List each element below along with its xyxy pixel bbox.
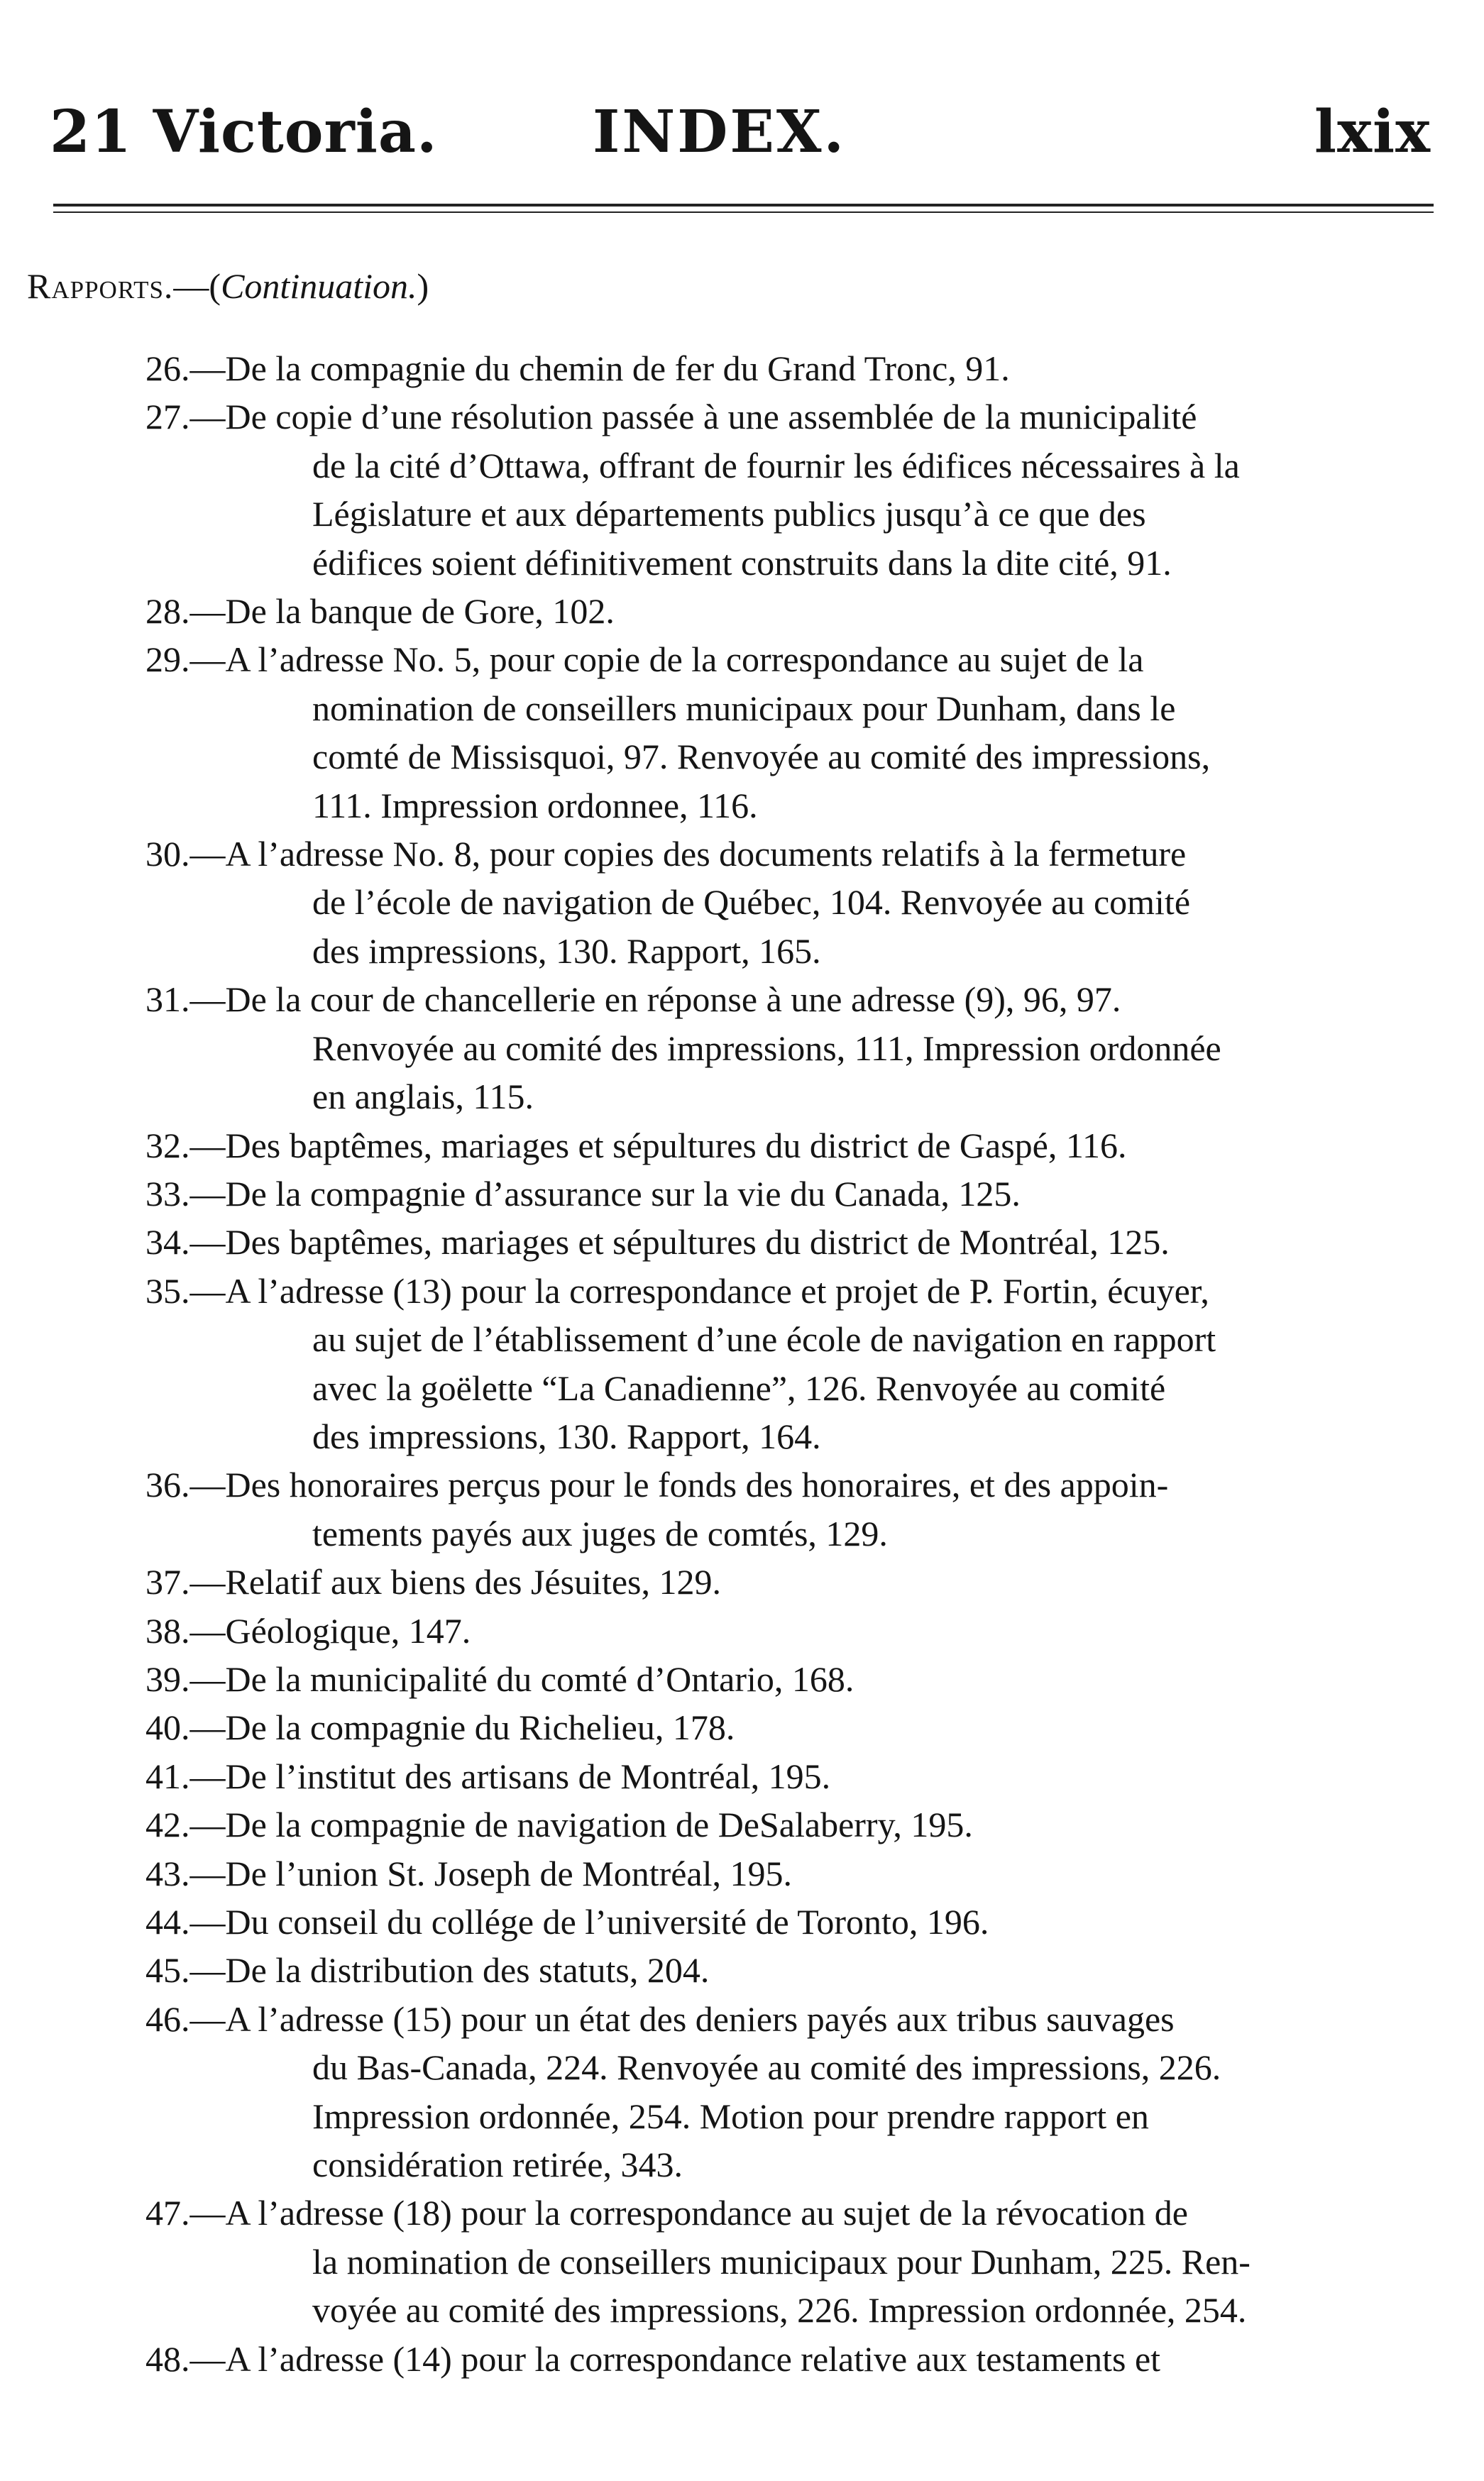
index-entry-continuation-line: considération retirée, 343.: [312, 2145, 683, 2185]
index-entry-continuation-line: de la cité d’Ottawa, offrant de fournir les édifices nécessaires à la: [312, 445, 1240, 485]
index-entry-continuation-line: au sujet de l’établissement d’une école de navigation en rapport: [312, 1319, 1216, 1360]
index-entry-first-line: 32.—Des baptêmes, mariages et sépultures du district de Gaspé, 116.: [145, 1125, 1127, 1165]
index-entry-continuation-line: Renvoyée au comité des impressions, 111, Impression ordonnée: [312, 1028, 1221, 1068]
index-entry: [145, 2189, 1441, 2334]
header-rule-thick: [53, 204, 1434, 207]
index-entry: [145, 1170, 1441, 1218]
index-entry-continuation-line: avec la goëlette “La Canadienne”, 126. Renvoyée au comité: [312, 1368, 1166, 1408]
index-entry: [145, 2335, 1441, 2383]
index-entry-first-line: 45.—De la distribution des statuts, 204.: [145, 1950, 710, 1991]
index-entry-continuation-line: nomination de conseillers municipaux pour Dunham, dans le: [312, 688, 1176, 728]
section-dash: —(: [173, 266, 221, 306]
page-header: [0, 0, 1484, 185]
index-entry: [145, 1703, 1441, 1751]
section-close: ): [417, 266, 429, 306]
index-entry-continuation-line: des impressions, 130. Rapport, 165.: [312, 930, 821, 971]
index-entry: [145, 1558, 1441, 1606]
index-entry-continuation-line: des impressions, 130. Rapport, 164.: [312, 1416, 821, 1456]
index-entry: [145, 975, 1441, 1121]
index-entry: [145, 1752, 1441, 1800]
index-entry-list: [0, 344, 1484, 2383]
index-entry-first-line: 48.—A l’adresse (14) pour la correspondance relative aux testaments et: [145, 2338, 1161, 2379]
index-entry: [145, 1800, 1441, 1849]
index-entry-first-line: 35.—A l’adresse (13) pour la correspondance et projet de P. Fortin, écuyer,: [145, 1270, 1209, 1311]
index-entry-first-line: 34.—Des baptêmes, mariages et sépultures du district de Montréal, 125.: [145, 1222, 1170, 1262]
index-entry-first-line: 38.—Géologique, 147.: [145, 1610, 471, 1651]
index-entry-first-line: 29.—A l’adresse No. 5, pour copie de la correspondance au sujet de la: [145, 639, 1144, 680]
index-entry-first-line: 41.—De l’institut des artisans de Montréal, 195.: [145, 1756, 831, 1796]
index-entry-continuation-line: comté de Missisquoi, 97. Renvoyée au comité des impressions,: [312, 737, 1211, 777]
header-title: INDEX.: [593, 98, 847, 166]
index-entry: [145, 1849, 1441, 1898]
index-entry-first-line: 44.—Du conseil du collége de l’université de Toronto, 196.: [145, 1902, 989, 1942]
header-page-number: lxix: [1314, 98, 1431, 166]
index-entry-continuation-line: du Bas-Canada, 224. Renvoyée au comité des impressions, 226.: [312, 2047, 1221, 2088]
index-entry: [145, 830, 1441, 975]
index-entry-continuation-line: en anglais, 115.: [312, 1077, 534, 1117]
index-entry-continuation-line: de l’école de navigation de Québec, 104. Renvoyée au comité: [312, 882, 1191, 923]
index-entry-first-line: 36.—Des honoraires perçus pour le fonds des honoraires, et des appoin-: [145, 1465, 1169, 1505]
index-entry: [145, 1121, 1441, 1170]
index-entry-continuation-line: tements payés aux juges de comtés, 129.: [312, 1513, 888, 1553]
index-entry: [145, 1607, 1441, 1655]
index-entry-first-line: 31.—De la cour de chancellerie en réponse à une adresse (9), 96, 97.: [145, 979, 1121, 1020]
index-entry-first-line: 40.—De la compagnie du Richelieu, 178.: [145, 1707, 735, 1748]
index-entry: [145, 1460, 1441, 1558]
section-continuation: Continuation.: [221, 266, 417, 306]
index-entry: [145, 344, 1441, 392]
index-entry-continuation-line: Impression ordonnée, 254. Motion pour prendre rapport en: [312, 2096, 1149, 2136]
index-entry-first-line: 46.—A l’adresse (15) pour un état des deniers payés aux tribus sauvages: [145, 1998, 1175, 2039]
section-title: Rapports.: [27, 266, 174, 306]
index-entry-continuation-line: voyée au comité des impressions, 226. Impression ordonnée, 254.: [312, 2290, 1247, 2331]
index-entry: [145, 1946, 1441, 1994]
index-entry-continuation-line: 111. Impression ordonnee, 116.: [312, 785, 758, 825]
index-entry-first-line: 30.—A l’adresse No. 8, pour copies des documents relatifs à la fermeture: [145, 834, 1187, 874]
index-entry-first-line: 28.—De la banque de Gore, 102.: [145, 591, 615, 632]
index-entry: [145, 1655, 1441, 1703]
header-regnal-year: 21 Victoria.: [50, 98, 438, 166]
index-entry: [145, 1218, 1441, 1266]
index-entry-first-line: 33.—De la compagnie d’assurance sur la vie du Canada, 125.: [145, 1173, 1021, 1214]
index-entry-first-line: 39.—De la municipalité du comté d’Ontario, 168.: [145, 1658, 854, 1699]
index-entry: [145, 1898, 1441, 1946]
section-heading: [27, 263, 429, 309]
index-entry-continuation-line: édifices soient définitivement construits dans la dite cité, 91.: [312, 542, 1172, 583]
index-entry-first-line: 42.—De la compagnie de navigation de DeSalaberry, 195.: [145, 1805, 973, 1845]
index-entry: [145, 392, 1441, 587]
index-entry-continuation-line: la nomination de conseillers municipaux pour Dunham, 225. Ren-: [312, 2241, 1251, 2282]
index-entry-first-line: 26.—De la compagnie du chemin de fer du Grand Tronc, 91.: [145, 348, 1010, 388]
index-entry: [145, 635, 1441, 830]
index-entry-first-line: 47.—A l’adresse (18) pour la correspondance au sujet de la révocation de: [145, 2193, 1188, 2233]
index-entry-continuation-line: Législature et aux départements publics jusqu’à ce que des: [312, 494, 1146, 534]
index-entry-first-line: 27.—De copie d’une résolution passée à une assemblée de la municipalité: [145, 397, 1197, 437]
index-entry-first-line: 43.—De l’union St. Joseph de Montréal, 195.: [145, 1853, 793, 1893]
index-entry: [145, 1267, 1441, 1461]
index-entry: [145, 1995, 1441, 2189]
header-rule-thin: [53, 211, 1434, 213]
index-entry: [145, 587, 1441, 635]
index-entry-first-line: 37.—Relatif aux biens des Jésuites, 129.: [145, 1562, 721, 1602]
